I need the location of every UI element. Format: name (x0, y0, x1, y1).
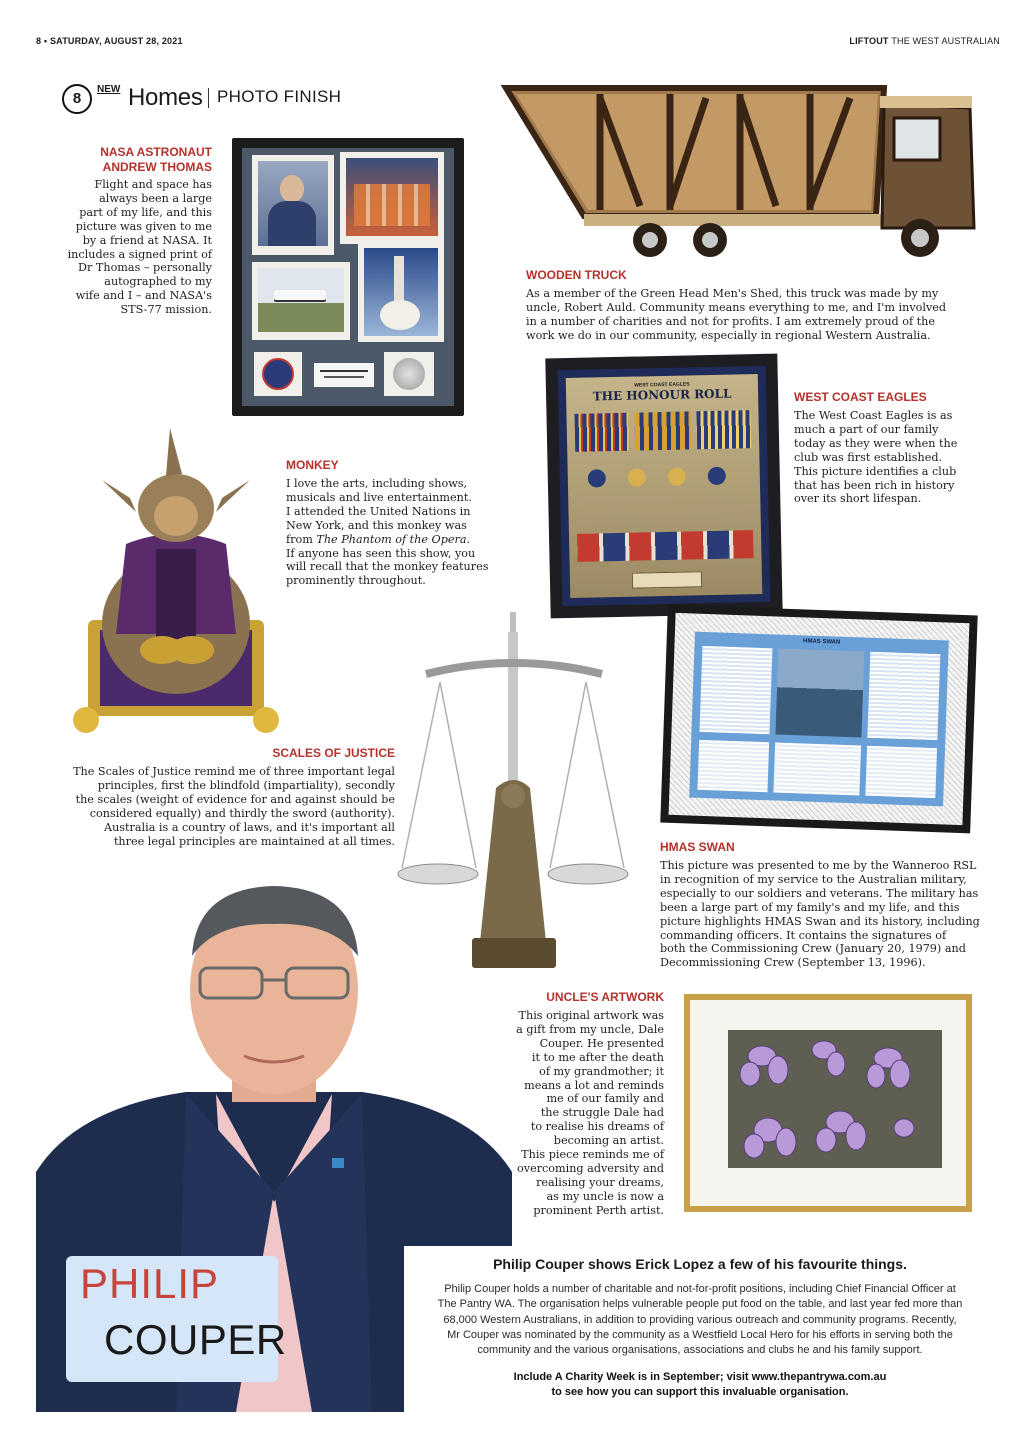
shuttle-landing-photo (252, 262, 350, 340)
scales-line: Australia is a country of laws, and it's important all (104, 820, 395, 834)
folio-paper (849, 36, 1000, 46)
swan-line: commanding officers. It contains the signatures of (660, 928, 947, 942)
nasa-caption (60, 145, 212, 317)
eagles-line: club was first established. (794, 450, 943, 464)
crew-photo (340, 152, 444, 244)
truck-body (526, 287, 986, 343)
swan-body (660, 859, 990, 970)
nasa-line: autographed to my (104, 275, 212, 289)
monkey-line (286, 533, 506, 547)
folio-date: 8 • SATURDAY, AUGUST 28, 2021 (36, 36, 183, 46)
swan-mat (689, 632, 949, 807)
monkey-caption (286, 458, 506, 588)
header-divider (208, 88, 209, 108)
eagles-frame-heading: THE HONOUR ROLL (592, 386, 732, 404)
truck-line: uncle, Robert Auld. Community means everything to me, and I'm involved (526, 300, 947, 314)
eagles-line: that has been rich in history (794, 478, 955, 492)
eagles-body (794, 409, 994, 506)
swan-caption (660, 840, 990, 970)
swan-line: both the Commissioning Crew (January 20, 1979) and (660, 942, 966, 956)
artwork-line: me of our family and (546, 1092, 664, 1106)
folio-liftout: LIFTOUT (849, 36, 889, 46)
monkey-from: from (286, 532, 317, 546)
artwork-line: realising your dreams, (536, 1175, 664, 1189)
section-title: PHOTO FINISH (217, 87, 342, 106)
scales-line: the scales (weight of evidence for and against should be (75, 792, 395, 806)
orchid-painting (728, 1030, 942, 1168)
scales-line: principles, first the blindfold (impartiality), secondly (97, 778, 395, 792)
truck-line: in a number of charities and not for profits. I am extremely proud of the (526, 314, 935, 328)
monkey-line: I attended the United Nations in (286, 504, 471, 518)
nasa-line: STS-77 mission. (120, 303, 212, 317)
artwork-line: it to me after the death (531, 1050, 664, 1064)
artwork-line: This piece reminds me of (521, 1148, 664, 1162)
intro-line: The Pantry WA. The organisation helps vulnerable people put food on the table, and last year fed more than (437, 1298, 963, 1311)
astronaut-portrait (252, 155, 334, 255)
hmas-swan-framed-picture (660, 605, 977, 834)
intro-cta (404, 1370, 996, 1400)
artwork-line: as my uncle is now a (546, 1189, 664, 1203)
eagles-frame-small-heading: WEST COAST EAGLES (634, 381, 690, 389)
truck-caption (526, 268, 986, 343)
signature-border (669, 613, 970, 825)
mission-patch (254, 352, 302, 396)
scales-title: SCALES OF JUSTICE (272, 746, 395, 760)
swan-line: This picture was presented to me by the Wanneroo RSL (660, 859, 977, 872)
nasa-line: picture was given to me (75, 219, 212, 233)
monkey-show-title: The Phantom of the Opera. (316, 532, 471, 546)
monkey-line: prominently throughout. (286, 574, 426, 588)
nasa-title-2: ANDREW THOMAS (102, 160, 212, 174)
scales-line: The Scales of Justice remind me of three important legal (73, 765, 395, 778)
nasa-body (60, 178, 212, 317)
monkey-photo (66, 424, 286, 740)
scales-line: three legal principles are maintained at all times. (113, 834, 395, 848)
monkey-line: New York, and this monkey was (286, 518, 467, 532)
artwork-line: prominent Perth artist. (533, 1203, 664, 1217)
scales-caption (40, 746, 395, 848)
swan-line: Decommissioning Crew (September 13, 1996). (660, 956, 926, 970)
artwork-line: means a lot and reminds (524, 1078, 664, 1092)
swan-title: HMAS SWAN (660, 840, 735, 854)
shuttle-launch-photo (358, 242, 444, 342)
artwork-line: of my grandmother; it (539, 1064, 664, 1078)
eagles-line: over its short lifespan. (794, 492, 922, 506)
artwork-line: becoming an artist. (553, 1134, 664, 1148)
monkey-line: I love the arts, including shows, (286, 477, 468, 490)
page-number-badge: 8 (62, 84, 92, 114)
artwork-line: to realise his dreams of (530, 1120, 664, 1134)
nasa-line: includes a signed print of (67, 247, 212, 261)
scales-line: considered equally) and thirdly the sword (authority). (89, 806, 395, 820)
intro-body (404, 1282, 996, 1358)
nasa-line: always been a large (99, 191, 212, 205)
brand-new: NEW (97, 84, 121, 95)
monkey-line: will recall that the monkey features (286, 560, 489, 574)
eagles-line: today as they were when the (794, 436, 958, 450)
intro-cta-line2: to see how you can support this invaluable organisation. (551, 1386, 849, 1398)
scales-body (40, 765, 395, 848)
monkey-title: MONKEY (286, 458, 339, 472)
eagles-mat (558, 366, 771, 606)
intro-cta-line1: Include A Charity Week is in September; visit www.thepantrywa.com.au (513, 1371, 887, 1383)
folio-paper-name: THE WEST AUSTRALIAN (891, 36, 1000, 46)
artwork-title: UNCLE'S ARTWORK (546, 990, 664, 1004)
nasa-line: Dr Thomas – personally (78, 261, 212, 275)
artwork-body (440, 1009, 664, 1218)
nasa-line: wife and I – and NASA's (75, 289, 212, 303)
truck-line: As a member of the Green Head Men's Shed, this truck was made by my (526, 287, 939, 300)
intro-line: community and the various organisations, associations and clubs he and his family support. (477, 1344, 923, 1357)
intro-line: Mr Couper was nominated by the community as a Westfield Local Hero for his efforts in serving both the (447, 1328, 953, 1341)
eagles-caption (794, 390, 994, 506)
monkey-figurine-image (66, 424, 286, 740)
wooden-truck-image (500, 78, 980, 268)
intro-box (404, 1246, 996, 1412)
eagles-title: WEST COAST EAGLES (794, 390, 927, 404)
artwork-line: a gift from my uncle, Dale (516, 1022, 664, 1036)
brand-homes: Homes (128, 84, 203, 111)
eagles-line: This picture identifies a club (794, 464, 957, 478)
swan-line: in recognition of my service to the Australian military, (660, 872, 967, 886)
monkey-line: If anyone has seen this show, you (286, 546, 476, 560)
artwork-line: This original artwork was (518, 1009, 664, 1022)
artwork-mat (690, 1000, 966, 1206)
eagles-line: The West Coast Eagles is as (794, 409, 953, 422)
name-first: PHILIP (80, 1260, 220, 1307)
artwork-caption (440, 990, 664, 1218)
medallion (384, 352, 434, 396)
nasa-title-1: NASA ASTRONAUT (100, 145, 212, 159)
artwork-framed-picture (684, 994, 972, 1212)
intro-line: Philip Couper holds a number of charitable and not-for-profit positions, including Chief Financial Officer at (444, 1283, 956, 1295)
name-last: COUPER (104, 1316, 287, 1363)
nasa-line: by a friend at NASA. It (82, 233, 212, 247)
artwork-line: overcoming adversity and (517, 1161, 664, 1175)
monkey-line: musicals and live entertainment. (286, 490, 472, 504)
swan-frame-heading: HMAS SWAN (802, 638, 841, 646)
truck-title: WOODEN TRUCK (526, 268, 627, 282)
name-panel (66, 1256, 287, 1382)
name-plaque (314, 363, 374, 387)
nasa-line: Flight and space has (94, 178, 212, 191)
artwork-line: Couper. He presented (539, 1036, 664, 1050)
intro-line: 68,000 Western Australians, in addition to providing various outreach and community programs. Recently, (443, 1313, 957, 1326)
swan-line: especially to our soldiers and veterans. The military has (660, 886, 979, 900)
artwork-line: the struggle Dale had (540, 1106, 664, 1120)
truck-line: work we do in our community, especially in regional Western Australia. (526, 328, 931, 342)
orchid-image (728, 1030, 942, 1168)
monkey-body (286, 477, 506, 588)
eagles-line: much a part of our family (794, 422, 939, 436)
eagles-framed-picture (545, 354, 782, 619)
nasa-line: part of my life, and this (79, 205, 212, 219)
swan-line: picture highlights HMAS Swan and its history, including (660, 914, 980, 928)
intro-headline: Philip Couper shows Erick Lopez a few of his favourite things. (493, 1256, 907, 1272)
swan-line: been a large part of my family's and my life, and this (660, 900, 960, 914)
nasa-framed-picture (232, 138, 464, 416)
wooden-truck-photo (500, 78, 980, 268)
